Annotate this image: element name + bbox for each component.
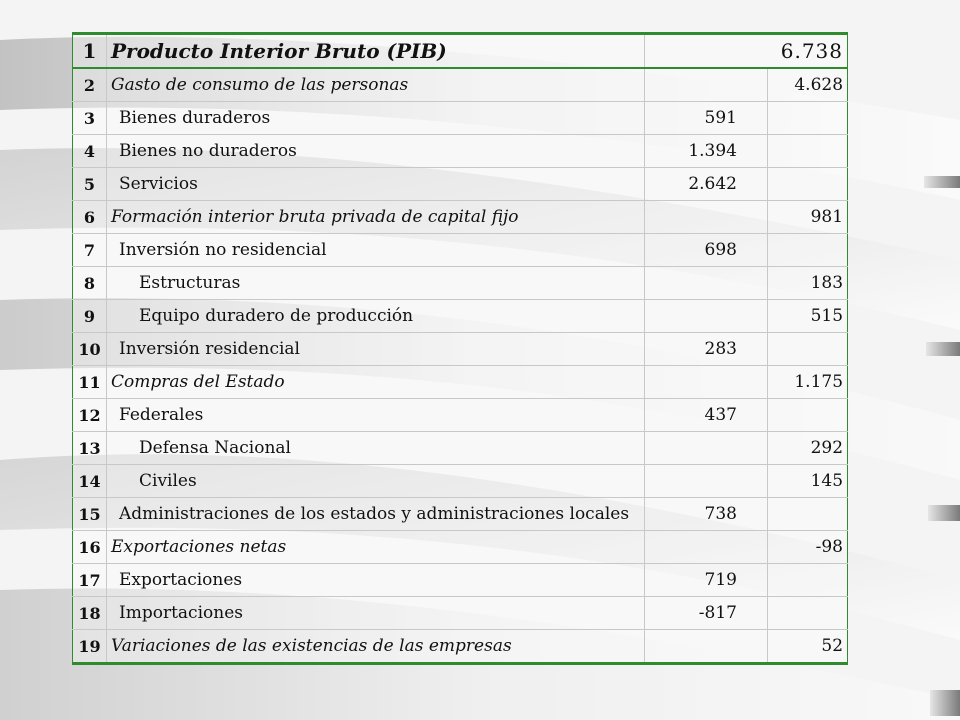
row-label: Gasto de consumo de las personas — [107, 68, 645, 102]
row-number: 6 — [73, 201, 107, 234]
gdp-table — [72, 32, 848, 665]
row-label: Variaciones de las existencias de las empresas — [107, 630, 645, 664]
row-label: Bienes duraderos — [107, 102, 645, 135]
row-subtotal-value: 2.642 — [645, 168, 768, 201]
table-row — [73, 498, 848, 531]
table-row — [73, 531, 848, 564]
table-row — [73, 333, 848, 366]
row-subtotal-value: 283 — [645, 333, 768, 366]
row-label: Estructuras — [107, 267, 645, 300]
row-total-value: 515 — [768, 300, 848, 333]
row-total-value — [768, 234, 848, 267]
row-subtotal-value — [645, 630, 768, 664]
edge-tab — [930, 690, 960, 716]
table-row — [73, 234, 848, 267]
table-row — [73, 630, 848, 664]
table-row — [73, 201, 848, 234]
edge-tab — [924, 176, 960, 188]
row-subtotal-value: 437 — [645, 399, 768, 432]
row-subtotal-value: 738 — [645, 498, 768, 531]
row-label: Administraciones de los estados y administraciones locales — [107, 498, 645, 531]
row-label: Federales — [107, 399, 645, 432]
row-subtotal-value — [645, 300, 768, 333]
table-row — [73, 465, 848, 498]
row-label: Civiles — [107, 465, 645, 498]
row-label: Exportaciones netas — [107, 531, 645, 564]
row-subtotal-value — [645, 366, 768, 399]
row-number: 9 — [73, 300, 107, 333]
row-subtotal-value — [645, 432, 768, 465]
row-label: Equipo duradero de producción — [107, 300, 645, 333]
row-total-value: 292 — [768, 432, 848, 465]
table-row — [73, 168, 848, 201]
table-row — [73, 432, 848, 465]
row-label: Formación interior bruta privada de capital fijo — [107, 201, 645, 234]
row-number: 3 — [73, 102, 107, 135]
table-row — [73, 366, 848, 399]
row-subtotal-value — [645, 68, 768, 102]
row-total-value — [768, 333, 848, 366]
row-label: Producto Interior Bruto (PIB) — [107, 34, 645, 69]
row-label: Defensa Nacional — [107, 432, 645, 465]
table-header-row — [73, 34, 848, 69]
edge-tab — [928, 505, 960, 521]
row-number: 7 — [73, 234, 107, 267]
row-total-value: 183 — [768, 267, 848, 300]
row-total-value: 1.175 — [768, 366, 848, 399]
row-number: 4 — [73, 135, 107, 168]
row-total-value: 145 — [768, 465, 848, 498]
row-label: Importaciones — [107, 597, 645, 630]
row-subtotal-value — [645, 267, 768, 300]
row-subtotal-value: 1.394 — [645, 135, 768, 168]
row-total-value — [768, 498, 848, 531]
row-label: Exportaciones — [107, 564, 645, 597]
row-number: 11 — [73, 366, 107, 399]
edge-tab — [926, 342, 960, 356]
row-subtotal-value — [645, 531, 768, 564]
table-row — [73, 399, 848, 432]
row-subtotal-value — [645, 201, 768, 234]
row-total-value — [768, 102, 848, 135]
row-number: 5 — [73, 168, 107, 201]
row-total-value — [768, 135, 848, 168]
row-total-value: 981 — [768, 201, 848, 234]
row-number: 2 — [73, 68, 107, 102]
row-subtotal-value: 719 — [645, 564, 768, 597]
row-label: Servicios — [107, 168, 645, 201]
row-label: Bienes no duraderos — [107, 135, 645, 168]
row-label: Inversión residencial — [107, 333, 645, 366]
row-total-value: 4.628 — [768, 68, 848, 102]
row-total-value — [768, 168, 848, 201]
row-total-value: -98 — [768, 531, 848, 564]
row-subtotal-value: 698 — [645, 234, 768, 267]
row-number: 13 — [73, 432, 107, 465]
row-number: 14 — [73, 465, 107, 498]
row-number: 12 — [73, 399, 107, 432]
row-value: 6.738 — [645, 34, 848, 69]
row-label: Inversión no residencial — [107, 234, 645, 267]
row-total-value — [768, 564, 848, 597]
row-subtotal-value: -817 — [645, 597, 768, 630]
table-row — [73, 300, 848, 333]
row-label: Compras del Estado — [107, 366, 645, 399]
row-number: 10 — [73, 333, 107, 366]
table-row — [73, 102, 848, 135]
table-row — [73, 564, 848, 597]
row-number: 1 — [73, 34, 107, 69]
row-total-value: 52 — [768, 630, 848, 664]
table-row — [73, 135, 848, 168]
table-row — [73, 267, 848, 300]
row-number: 19 — [73, 630, 107, 664]
row-subtotal-value — [645, 465, 768, 498]
row-number: 15 — [73, 498, 107, 531]
table-row — [73, 597, 848, 630]
table-row — [73, 68, 848, 102]
row-subtotal-value: 591 — [645, 102, 768, 135]
row-total-value — [768, 597, 848, 630]
row-number: 18 — [73, 597, 107, 630]
row-number: 17 — [73, 564, 107, 597]
row-number: 16 — [73, 531, 107, 564]
row-number: 8 — [73, 267, 107, 300]
gdp-table-container — [72, 32, 847, 665]
row-total-value — [768, 399, 848, 432]
